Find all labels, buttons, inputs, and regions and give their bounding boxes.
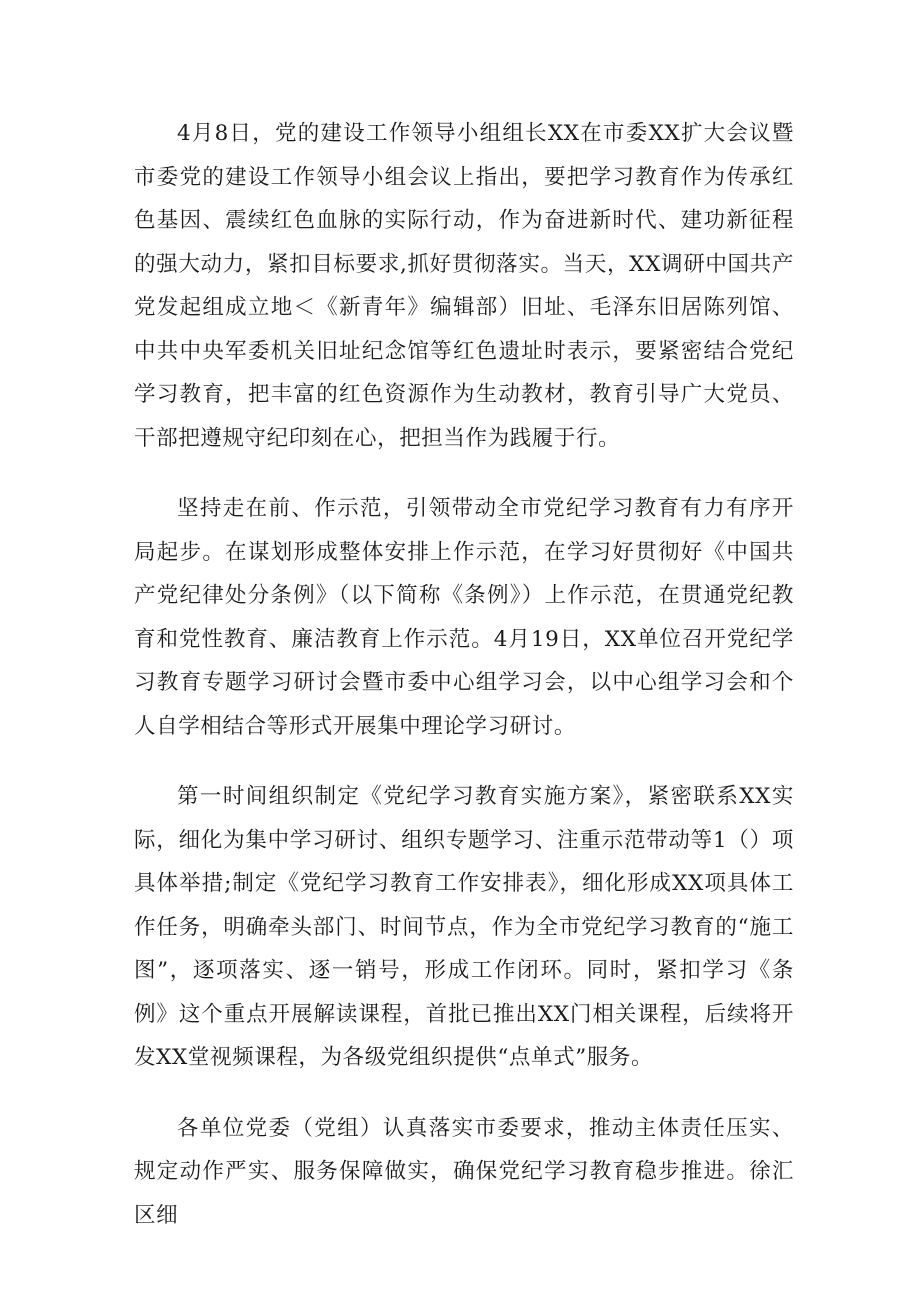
paragraph-1: 4月8日，党的建设工作领导小组组长XX在市委XX扩大会议暨市委党的建设工作领导小组会议上指出，要把学习教育作为传承红色基因、震续红色血脉的实际行动，作为奋进新时代、建功新征程的强大动力，紧扣目标要求,抓好贯彻落实。当天，XX调研中国共产党发起组成立地＜《新青年》编辑部）旧址、毛泽东旧居陈列馆、中共中央军委机关旧址纪念馆等红色遗址时表示，要紧密结合党纪学习教育，把丰富的红色资源作为生动教材，教育引导广大党员、干部把遵规守纪印刻在心，把担当作为践履于行。 [134, 121, 794, 451]
document-body [134, 112, 794, 1264]
paragraph-4: 各单位党委（党组）认真落实市委要求，推动主体责任压实、规定动作严实、服务保障做实，确保党纪学习教育稳步推进。徐汇区细 [134, 1115, 794, 1228]
paragraph-3: 第一时间组织制定《党纪学习教育实施方案》，紧密联系XX实际，细化为集中学习研讨、组织专题学习、注重示范带动等1（）项具体举措;制定《党纪学习教育工作安排表》，细化形成XX项具体工作任务，明确牵头部门、时间节点，作为全市党纪学习教育的“施工图”，逐项落实、逐一销号，形成工作闭环。同时，紧扣学习《条例》这个重点开展解读课程，首批已推出XX门相关课程，后续将开发XX堂视频课程，为各级党组织提供“点单式”服务。 [134, 784, 794, 1070]
paragraph-2: 坚持走在前、作示范，引领带动全市党纪学习教育有力有序开局起步。在谋划形成整体安排上作示范，在学习好贯彻好《中国共产党纪律处分条例》（以下简称《条例》）上作示范，在贯通党纪教育和党性教育、廉洁教育上作示范。4月19日，XX单位召开党纪学习教育专题学习研讨会暨市委中心组学习会，以中心组学习会和个人自学相结合等形式开展集中理论学习研讨。 [134, 496, 794, 739]
